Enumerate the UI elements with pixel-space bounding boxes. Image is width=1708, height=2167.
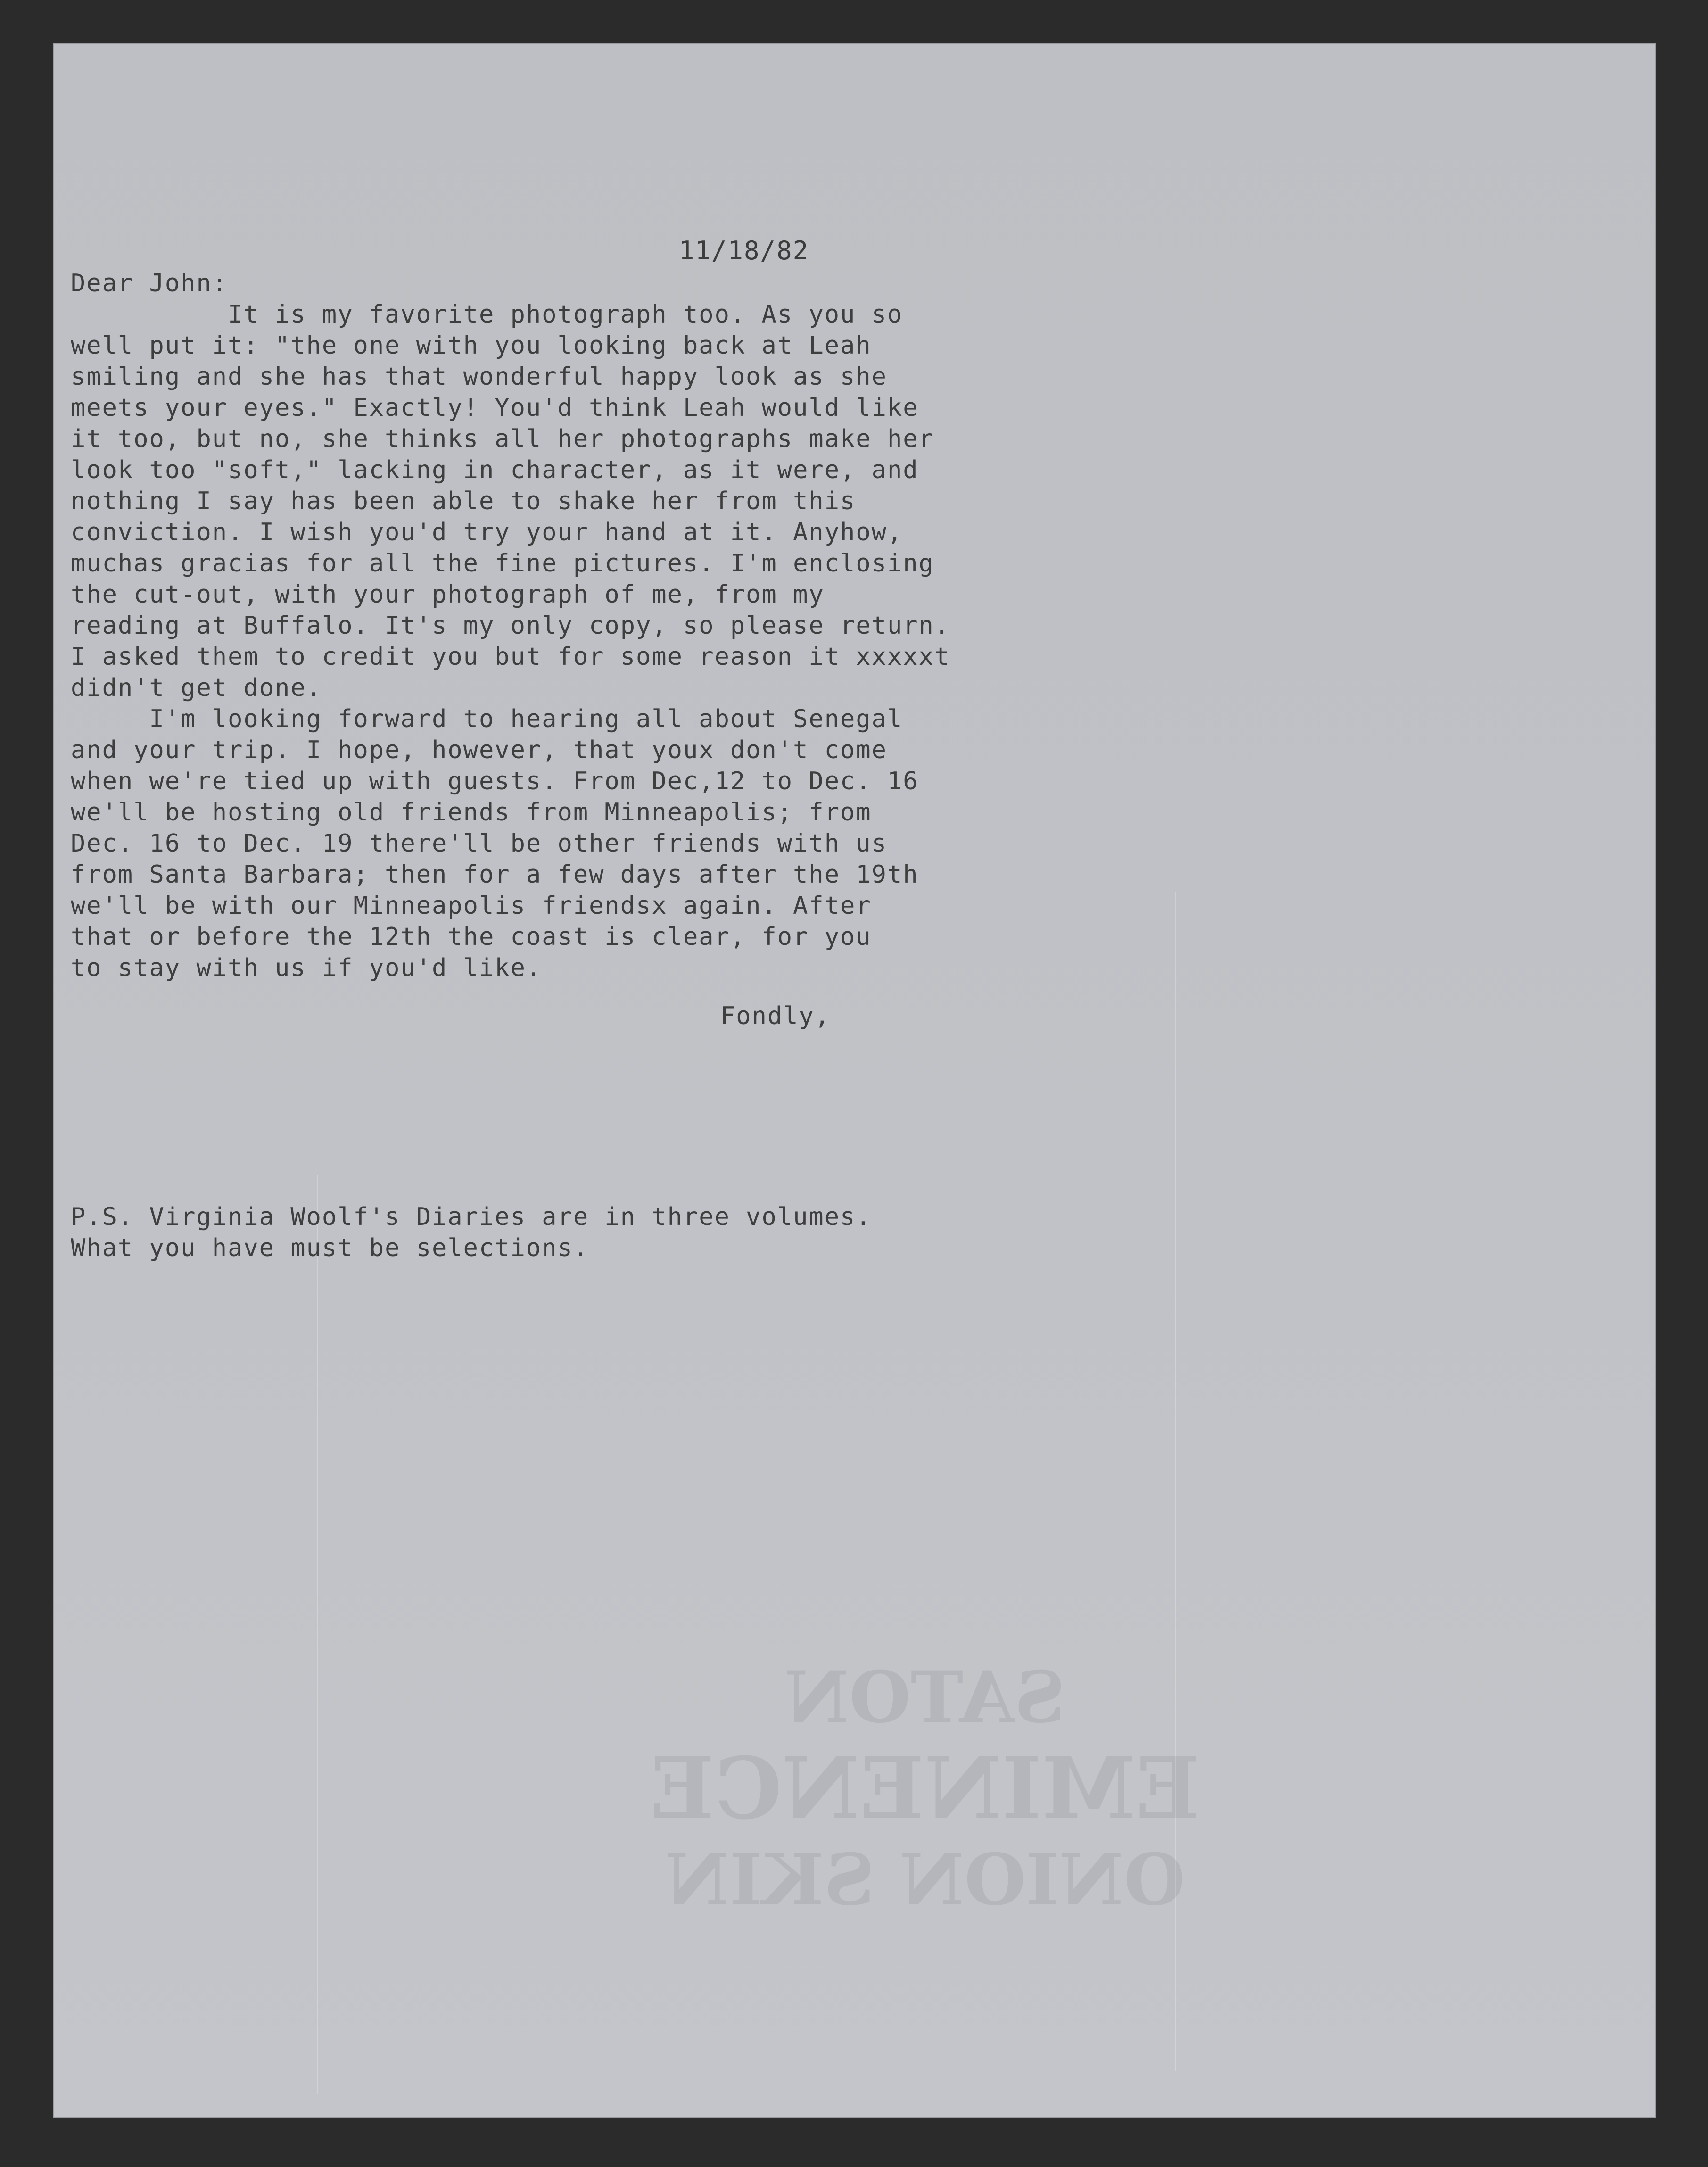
letter-line: Dear John: [71, 269, 228, 298]
letter-line: look too "soft," lacking in character, as it were, and [71, 456, 919, 484]
letter-line: nothing I say has been able to shake her from this [71, 487, 856, 515]
letter-line: I'm looking forward to hearing all about Senegal [71, 705, 903, 733]
watermark-line: SATON [784, 1656, 1065, 1739]
letter-line: well put it: "the one with you looking back at Leah [71, 331, 872, 360]
letter-line: smiling and she has that wonderful happy look as she [71, 363, 887, 391]
watermark-line: ONION SKIN [665, 1838, 1185, 1921]
letter-line: It is my favorite photograph too. As you so [71, 300, 903, 329]
postscript-line: P.S. Virginia Woolf's Diaries are in three volumes. [71, 1203, 872, 1231]
letter-line: meets your eyes." Exactly! You'd think Leah would like [71, 394, 919, 422]
letter-postscript [71, 1201, 872, 1264]
letter-line: reading at Buffalo. It's my only copy, so please return. [71, 612, 950, 640]
letter-line: Dec. 16 to Dec. 19 there'll be other friends with us [71, 829, 887, 858]
letter-line: when we're tied up with guests. From Dec,12 to Dec. 16 [71, 767, 919, 795]
postscript-line: What you have must be selections. [71, 1234, 589, 1262]
paper-watermark [619, 1599, 1231, 2094]
letter-line: to stay with us if you'd like. [71, 954, 542, 982]
paper-crease [317, 1175, 318, 2094]
watermark-line: EMINENCE [650, 1739, 1200, 1838]
letter-line: muchas gracias for all the fine pictures. I'm enclosing [71, 549, 934, 578]
letter-body [71, 268, 1532, 984]
letter-line: the cut-out, with your photograph of me, from my [71, 580, 825, 609]
letter-line: it too, but no, she thinks all her photographs make her [71, 425, 934, 453]
letter-line: we'll be hosting old friends from Minneapolis; from [71, 798, 872, 827]
letter-line: didn't get done. [71, 674, 322, 702]
letter-line: I asked them to credit you but for some reason it xxxxxt [71, 643, 950, 671]
letter-date: 11/18/82 [679, 236, 809, 265]
letter-line: from Santa Barbara; then for a few days after the 19th [71, 860, 919, 889]
letter-line: and your trip. I hope, however, that youx don't come [71, 736, 887, 764]
letter-line: we'll be with our Minneapolis friendsx again. After [71, 892, 872, 920]
letter-line: that or before the 12th the coast is clear, for you [71, 923, 872, 951]
letter-line: conviction. I wish you'd try your hand at it. Anyhow, [71, 518, 903, 546]
letter-closing: Fondly, [720, 1002, 831, 1030]
